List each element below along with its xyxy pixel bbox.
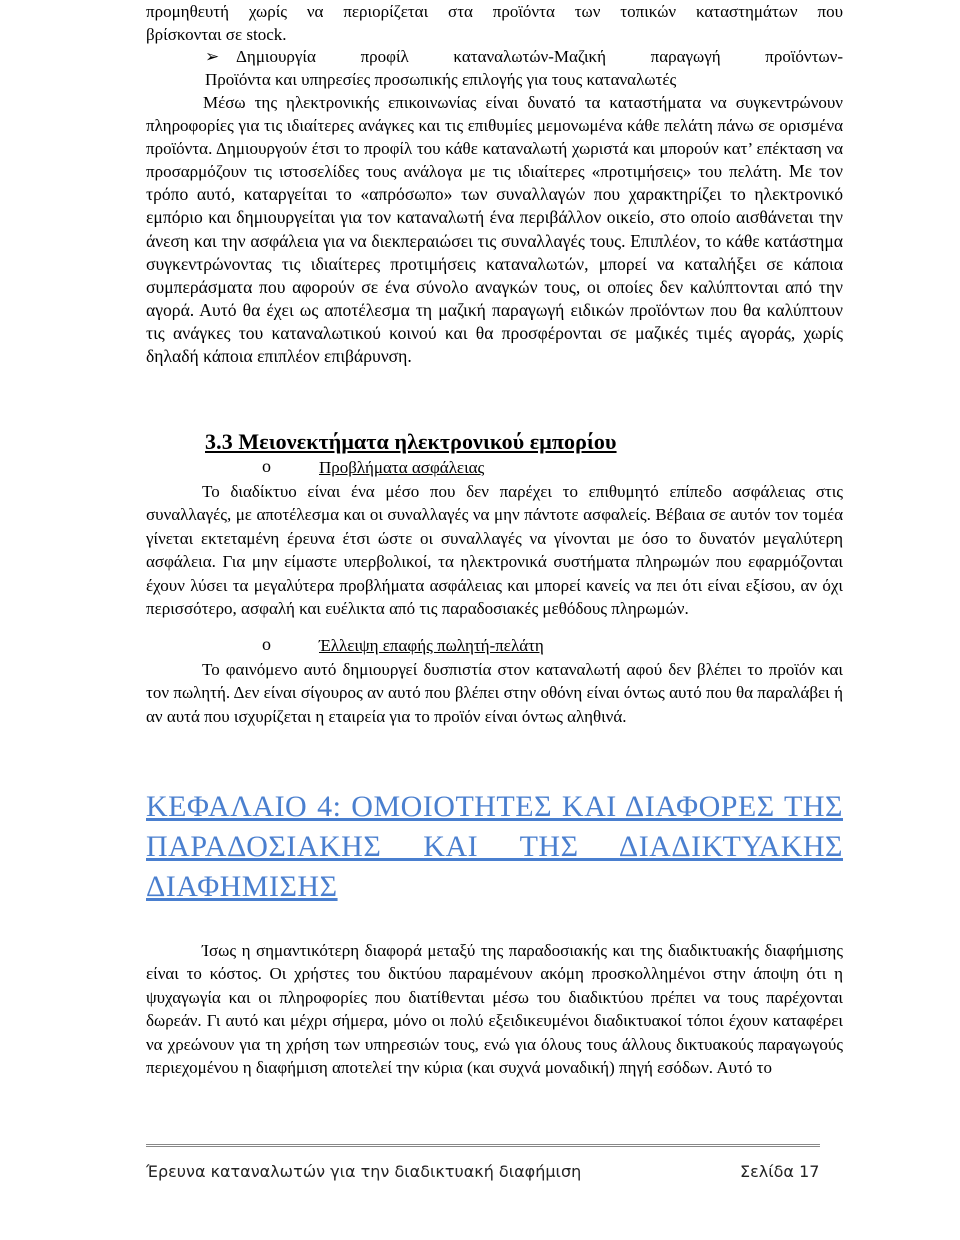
footer-divider (146, 1144, 820, 1147)
section-title: 3.3 Μειονεκτήματα ηλεκτρονικού εμπορίου (205, 429, 617, 454)
bullet-title-line2: Προϊόντα και υπηρεσίες προσωπικής επιλογής για τους καταναλωτές (205, 70, 677, 89)
bullet-title-line1: Δημιουργία προφίλ καταναλωτών-Μαζική παραγωγή προϊόντων- (236, 47, 843, 66)
bullet-body-part-b: Με τον τρόπο αυτό, καταργείται το «απρόσωπο» των συναλλαγών που χαρακτηρίζει το ηλεκτρονικό εμπόριο και δημιουργείται για τον καταναλωτή ένα περιβάλλον οικείο, στο οποίο αισθάνεται την άνεση και την ασφάλεια για να διεκπεραιώσει τις συναλλαγές τους. Επιπλέον, το κάθε κατάστημα συγκεντρώνοντας τις ιδιαίτερες προτιμήσεις καταναλωτών, μπορεί να καταλήξει σε κάποια συμπεράσματα που αφορούν σε ένα σύνολο αναγκών τους, οι οποίες δεν καλύπτονται από την αγορά. Αυτό θα έχει ως αποτέλεσμα τη μαζική παραγωγή ειδικών προϊόντων που θα καλύπτουν τις ανάγκες του καταναλωτικού κοινού και θα προσφέρονται σε μαζικές τιμές αγοράς, χωρίς δηλαδή κάποια επιπλέον επιβάρυνση. (146, 161, 844, 367)
circle-bullet-icon-2: o (262, 634, 271, 654)
top-paragraph-line1: προμηθευτή χωρίς να περιορίζεται στα προϊόντα των τοπικών καταστημάτων που (146, 2, 843, 21)
chapter-heading: ΚΕΦΑΛΑΙΟ 4: ΟΜΟΙΟΤΗΤΕΣ ΚΑΙ ΔΙΑΦΟΡΕΣ ΤΗΣ ΠΑΡΑΔΟΣΙΑΚΗΣ ΚΑΙ ΤΗΣ ΔΙΑΔΙΚΤΥΑΚΗΣ ΔΙΑΦΗΜΙΣΗΣ (146, 790, 843, 903)
bullet-body-part-a: Μέσω της ηλεκτρονικής επικοινωνίας είναι δυνατό τα καταστήματα να συγκεντρώνουν πληροφορίες για τις ιδιαίτερες ανάγκες και τις επιθυμίες μεμονωμένα κάθε πελάτη πάνω σε ορισμένα προϊόντα. Δημιουργούν έτσι το προφίλ του κάθε καταναλωτή χωριστά και μπορούν κατ’ επέκταση να προσαρμόζουν τις ιστοσελίδες τους ανάλογα με τις ιδιαίτερες «προτιμήσεις» του πελάτη. (146, 93, 843, 182)
footer-page-number: Σελίδα 17 (740, 1162, 820, 1181)
top-paragraph-line2: βρίσκονται σε stock. (146, 25, 287, 45)
chapter-body: Ίσως η σημαντικότερη διαφορά μεταξύ της παραδοσιακής και της διαδικτυακής διαφήμισης είναι το κόστος. Οι χρήστες του δικτύου παραμένουν ακόμη προσκολλημένοι στην άποψη ότι η ψυχαγωγία και οι πληροφορίες που διατίθενται μέσω του διαδικτύου πρέπει να τους παρέχονται δωρεάν. Γι αυτό και μέχρι σήμερα, μόνο οι πολύ εξειδικευμένοι διαδικτυακοί τόποι έχουν καταφέρει να χρεώνουν για τη χρήση των υπηρεσιών τους, ενώ για όλους τους άλλους δικτυακούς παραγωγούς περιεχομένου η διαφήμιση αποτελεί την κύρια (και συχνά μοναδική) πηγή εσόδων. Αυτό το (146, 941, 843, 1078)
subsection-body-contact: Το φαινόμενο αυτό δημιουργεί δυσπιστία στον καταναλωτή αφού δεν βλέπει το προϊόν και τον πωλητή. Δεν είναι σίγουρος αν αυτό που βλέπει στην οθόνη είναι όντως αυτό που θα παραλάβει ή αν αυτά που ισχυρίζεται η εταιρεία για το προϊόν είναι όντως αληθινά. (146, 660, 843, 726)
circle-bullet-icon: o (262, 456, 271, 476)
bullet-body (146, 91, 843, 368)
subsection-title-security: Προβλήματα ασφάλειας (319, 458, 485, 477)
footer-title: Έρευνα καταναλωτών για την διαδικτυακή διαφήμιση (146, 1162, 582, 1181)
subsection-body-security: Το διαδίκτυο είναι ένα μέσο που δεν παρέχει το επιθυμητό επίπεδο ασφάλειας στις συναλλαγές, με αποτέλεσμα και οι συναλλαγές να μην πάντοτε ασφαλείς. Βέβαια σε αυτόν τον τομέα γίνεται εκτεταμένη έρευνα έτσι ώστε οι συναλλαγές να γίνονται με όσο το δυνατόν μεγαλύτερη ασφάλεια. Για μην είμαστε υπερβολικοί, τα ηλεκτρονικά συστήματα πληρωμών που εφαρμόζονται έχουν λύσει τα μεγαλύτερα προβλήματα ασφάλειας και μπορεί κανείς να πει ότι είναι εξίσου, αν όχι περισσότερο, ασφαλή και ευέλικτα από τις παραδοσιακές μεθόδους πληρωμών. (146, 482, 843, 619)
subsection-title-contact: Έλλειψη επαφής πωλητή-πελάτη (319, 636, 544, 655)
top-paragraph (146, 0, 843, 46)
arrow-bullet-icon: ➢ (205, 47, 220, 66)
